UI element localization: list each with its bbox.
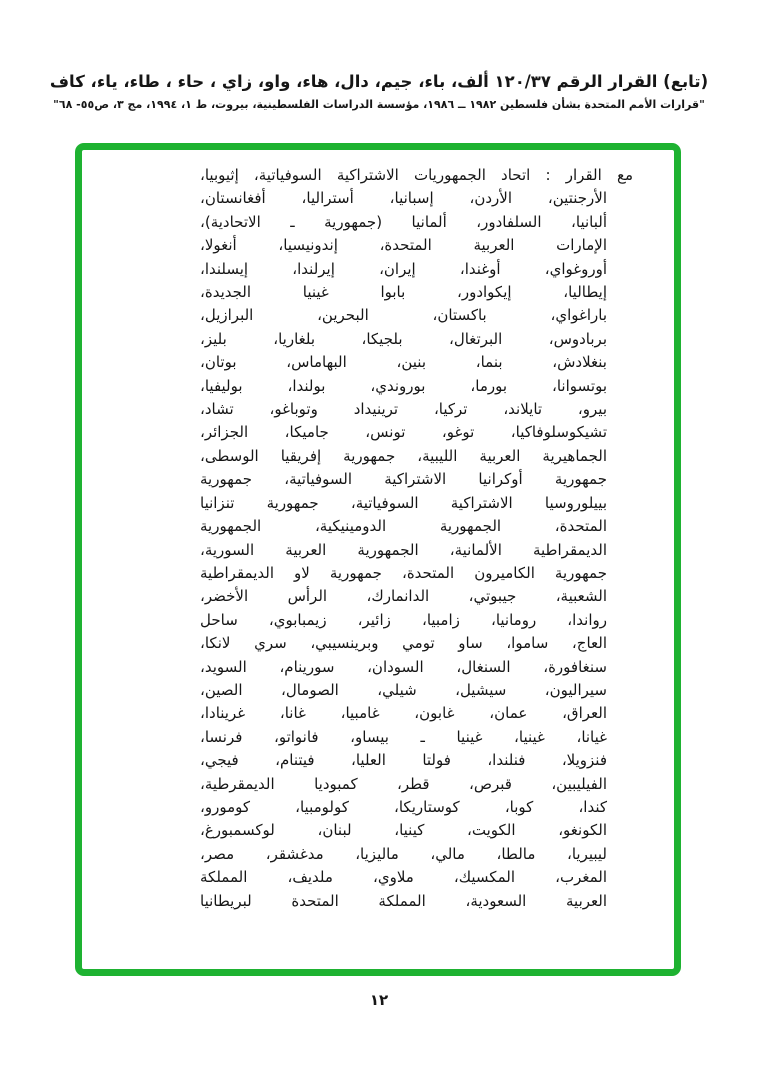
vote-line: العاج، ساموا، ساو تومي وبرينسيبي، سري لانكا،	[200, 634, 607, 653]
vote-line: المتحدة، الجمهورية الدومينيكية، الجمهورية	[200, 517, 607, 536]
vote-line: الإمارات العربية المتحدة، إندونيسيا، أنغولا،	[200, 236, 607, 255]
vote-line: بربادوس، البرتغال، بلجيكا، بلغاريا، بليز،	[200, 329, 607, 348]
vote-line: بيرو، تايلاند، تركيا، ترينيداد وتوباغو، تشاد،	[200, 400, 607, 419]
vote-line: سنغافورة، السنغال، السودان، سورينام، السويد،	[200, 657, 607, 676]
vote-line: الفيليبين، قبرص، قطر، كمبوديا الديمقرطية،	[200, 774, 607, 793]
vote-line: باراغواي، باكستان، البحرين، البرازيل،	[200, 306, 607, 325]
vote-line: جمهورية الكاميرون المتحدة، جمهورية لاو الديمقراطية	[200, 563, 607, 582]
vote-line: الأرجنتين، الأردن، إسبانيا، أستراليا، أفغانستان،	[200, 189, 607, 208]
vote-line: ألبانيا، السلفادور، ألمانيا (جمهورية ـ الاتحادية)،	[200, 212, 607, 231]
vote-line: كندا، كوبا، كوستاريكا، كولومبيا، كومورو،	[200, 797, 607, 816]
vote-lines-list	[200, 187, 633, 913]
vote-line: بييلوروسيا الاشتراكية السوفياتية، جمهورية تنزانيا	[200, 493, 607, 512]
page-number: ١٢	[369, 991, 389, 1009]
page-header	[40, 72, 718, 111]
vote-line-text: اتحاد الجمهوريات الاشتراكية السوفياتية، إثيوبيا،	[200, 166, 531, 184]
resolution-header-title: (تابع) القرار الرقم ١٢٠/٣٧ ألف، باء، جيم، دال، هاء، واو، زاي ، حاء ، طاء، ياء، كاف	[49, 72, 709, 91]
vote-line: إيطاليا، إيكوادور، بابوا غينيا الجديدة،	[200, 283, 607, 302]
vote-line: بوتسوانا، بورما، بوروندي، بولندا، بوليفيا،	[200, 376, 607, 395]
vote-line: الشعبية، جيبوتي، الدانمارك، الرأس الأخضر،	[200, 587, 607, 606]
vote-line: العراق، عمان، غابون، غامبيا، غانا، غرينادا،	[200, 704, 607, 723]
vote-line: العربية السعودية، المملكة المتحدة لبريطانيا	[200, 891, 607, 910]
vote-line: المغرب، المكسيك، ملاوي، ملديف، المملكة	[200, 868, 607, 887]
vote-line: غيانا، غينيا، غينيا ـ بيساو، فانواتو، فرنسا،	[200, 727, 607, 746]
vote-line: الجماهيرية العربية الليبية، جمهورية إفريقيا الوسطى،	[200, 446, 607, 465]
vote-line: سيراليون، سيشيل، شيلي، الصومال، الصين،	[200, 680, 607, 699]
vote-line: جمهورية أوكرانيا الاشتراكية السوفياتية، جمهورية	[200, 470, 607, 489]
vote-line-first	[200, 164, 633, 187]
vote-line: الديمقراطية الألمانية، الجمهورية العربية السورية،	[200, 540, 607, 559]
vote-line: ليبيريا، مالطا، مالي، ماليزيا، مدغشقر، مصر،	[200, 844, 607, 863]
vote-line: أوروغواي، أوغندا، إيران، إيرلندا، إيسلندا،	[200, 259, 607, 278]
votes-text-block	[200, 164, 633, 913]
vote-line: بنغلادش، بنما، بنين، البهاماس، بوتان،	[200, 353, 607, 372]
vote-line: فنزويلا، فنلندا، فولتا العليا، فيتنام، فيجي،	[200, 751, 607, 770]
with-resolution-label: مع القرار :	[545, 166, 633, 184]
votes-with-box	[75, 143, 681, 976]
vote-line: تشيكوسلوفاكيا، توغو، تونس، جاميكا، الجزائر،	[200, 423, 607, 442]
vote-line: رواندا، رومانيا، زامبيا، زائير، زيمبابوي، ساحل	[200, 610, 607, 629]
vote-line: الكونغو، الكويت، كينيا، لبنان، لوكسمبورغ،	[200, 821, 607, 840]
source-citation: "قرارات الأمم المتحدة بشأن فلسطين ١٩٨٢ ــ ١٩٨٦، مؤسسة الدراسات الفلسطينية، بيروت، ط ١، ١٩٩٤، مج ٣، ص٥٥- ٦٨"	[53, 98, 705, 111]
